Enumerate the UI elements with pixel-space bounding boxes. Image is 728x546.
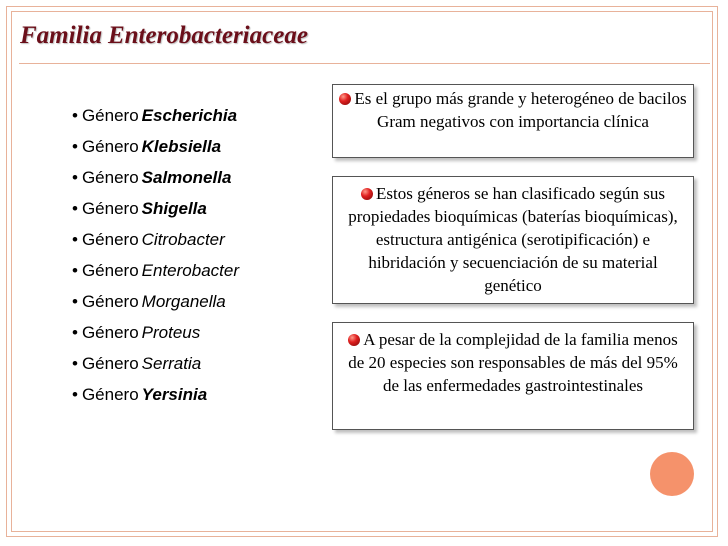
title-divider [19,63,710,64]
info-box-text: Estos géneros se han clasificado según sus propiedades bioquímicas (baterías bioquímicas), estructura antigénica (serotipificación) e hibridación y secuenciación de su material genético [348,184,678,295]
genus-prefix: Género [81,230,139,249]
red-ball-icon [348,334,360,346]
genus-name: Yersinia [141,385,208,404]
genus-name: Klebsiella [141,137,222,156]
genus-prefix: Género [81,354,139,373]
red-ball-icon [361,188,373,200]
genus-name: Enterobacter [141,261,239,280]
genus-name: Shigella [141,199,207,218]
bullet: • [72,385,78,404]
bullet: • [72,137,78,156]
title-word-familia: Familia [20,22,102,49]
genus-item-morganella [72,292,239,323]
genus-item-enterobacter [72,261,239,292]
genus-list [72,106,239,416]
genus-name: Serratia [141,354,202,373]
genus-prefix: Género [81,323,139,342]
genus-item-citrobacter [72,230,239,261]
info-box-text: Es el grupo más grande y heterogéneo de bacilos Gram negativos con importancia clínica [354,89,687,131]
decorative-circle [650,452,694,496]
genus-prefix: Género [81,292,139,311]
genus-prefix: Género [81,106,139,125]
red-ball-icon [339,93,351,105]
genus-item-escherichia [72,106,239,137]
genus-prefix: Género [81,199,139,218]
genus-prefix: Género [81,137,139,156]
info-box-text: A pesar de la complejidad de la familia menos de 20 especies son responsables de más del 95% de las enfermedades gastrointestinales [348,330,678,395]
genus-name: Morganella [141,292,226,311]
bullet: • [72,230,78,249]
info-box-classification [332,176,694,304]
bullet: • [72,106,78,125]
title-word-enterobacteriaceae: Enterobacteriaceae [107,22,308,49]
genus-name: Salmonella [141,168,232,187]
genus-name: Citrobacter [141,230,225,249]
info-box-gastrointestinal [332,322,694,430]
genus-item-salmonella [72,168,239,199]
bullet: • [72,354,78,373]
genus-prefix: Género [81,168,139,187]
genus-item-serratia [72,354,239,385]
bullet: • [72,261,78,280]
genus-name: Escherichia [141,106,238,125]
genus-item-yersinia [72,385,239,416]
genus-name: Proteus [141,323,201,342]
bullet: • [72,323,78,342]
genus-item-shigella [72,199,239,230]
bullet: • [72,168,78,187]
info-box-largest-group [332,84,694,158]
genus-prefix: Género [81,385,139,404]
genus-item-proteus [72,323,239,354]
genus-item-klebsiella [72,137,239,168]
genus-prefix: Género [81,261,139,280]
bullet: • [72,199,78,218]
slide-title [20,22,308,50]
bullet: • [72,292,78,311]
